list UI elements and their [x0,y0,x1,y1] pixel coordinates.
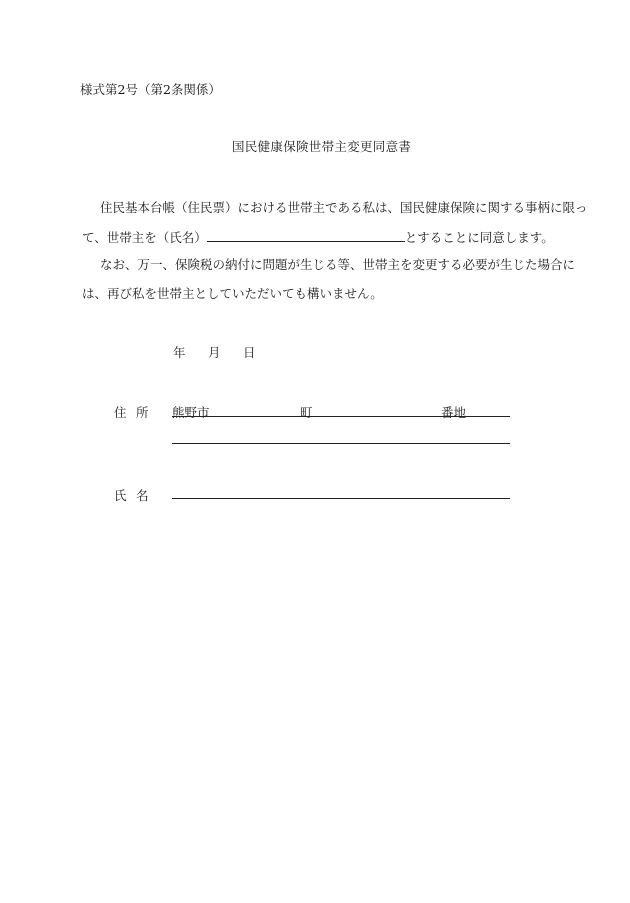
date-day-label: 日 [243,345,256,360]
address-city: 熊野市 [172,405,210,420]
date-month-label: 月 [208,345,221,360]
address-lot-label: 番地 [441,405,467,420]
address-label-1: 住 [114,405,127,420]
paragraph-1-line-1: 住民基本台帳（住民票）における世帯主である私は、国民健康保険に関する事柄に限っ [100,200,588,215]
householder-name-blank[interactable] [207,227,405,242]
address-town-label: 町 [300,405,313,420]
address-label-2: 所 [136,405,149,420]
form-number: 様式第2号（第2条関係） [80,82,221,97]
address-line-2[interactable] [172,443,510,444]
name-label-2: 名 [136,488,149,503]
paragraph-1-line-2-before: て、世帯主を（氏名） [82,230,207,245]
date-year-label: 年 [173,345,186,360]
name-label-1: 氏 [114,488,127,503]
paragraph-1-line-2-after: とすることに同意します。 [404,230,554,245]
paragraph-1-line-2 [82,227,554,246]
address-line-1[interactable] [172,416,510,417]
document-title: 国民健康保険世帯主変更同意書 [232,139,412,154]
name-line[interactable] [172,498,510,499]
paragraph-2-line-1: なお、万一、保険税の納付に問題が生じる等、世帯主を変更する必要が生じた場合に [100,257,576,272]
paragraph-2-line-2: は、再び私を世帯主としていただいても構いません。 [82,286,383,301]
